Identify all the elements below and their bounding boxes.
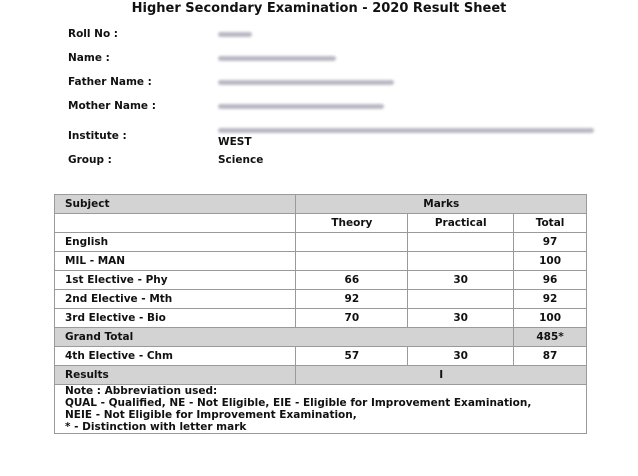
theory-cell [296,233,408,252]
institute-label: Institute : [68,130,127,142]
subject-cell: 4th Elective - Chm [55,347,296,366]
name-value-redacted [218,52,618,64]
results-label: Results [55,366,296,385]
grand-total-row [55,328,587,347]
practical-header: Practical [408,214,514,233]
roll-value-redacted [218,28,618,40]
total-cell: 87 [514,347,587,366]
practical-cell [408,252,514,271]
theory-header: Theory [296,214,408,233]
theory-cell: 70 [296,309,408,328]
note-line: QUAL - Qualified, NE - Not Eligible, EIE - Eligible for Improvement Examination, [65,397,532,409]
institute-value [218,124,618,148]
group-label: Group : [68,154,112,166]
grand-total-value: 485* [514,328,587,347]
total-cell: 100 [514,309,587,328]
marks-table [54,194,587,434]
father-label: Father Name : [68,76,152,88]
theory-cell [296,252,408,271]
group-value: Science [218,154,264,166]
table-row [55,233,587,252]
practical-cell: 30 [408,309,514,328]
theory-cell: 57 [296,347,408,366]
total-cell: 100 [514,252,587,271]
total-cell: 96 [514,271,587,290]
table-row [55,290,587,309]
marks-header: Marks [296,195,587,214]
practical-cell [408,233,514,252]
note-line: NEIE - Not Eligible for Improvement Examination, [65,409,357,421]
note-row [55,385,587,434]
institute-suffix: WEST [218,136,252,148]
note-line: Note : Abbreviation used: [65,385,218,397]
results-value: I [296,366,587,385]
subject-cell: 2nd Elective - Mth [55,290,296,309]
subject-header: Subject [55,195,296,214]
table-row [55,252,587,271]
abbreviation-note [55,385,587,434]
table-header-row [55,195,587,214]
theory-cell: 92 [296,290,408,309]
note-line: * - Distinction with letter mark [65,421,247,433]
father-value-redacted [218,76,618,88]
subject-cell: 3rd Elective - Bio [55,309,296,328]
subject-cell: English [55,233,296,252]
results-row [55,366,587,385]
empty-cell [55,214,296,233]
practical-cell: 30 [408,271,514,290]
name-label: Name : [68,52,110,64]
practical-cell: 30 [408,347,514,366]
page-title: Higher Secondary Examination - 2020 Result Sheet [131,1,507,16]
sub-header-row [55,214,587,233]
total-cell: 92 [514,290,587,309]
roll-label: Roll No : [68,28,119,40]
mother-label: Mother Name : [68,100,156,112]
subject-cell: 1st Elective - Phy [55,271,296,290]
grand-total-label: Grand Total [55,328,514,347]
total-cell: 97 [514,233,587,252]
theory-cell: 66 [296,271,408,290]
table-row [55,271,587,290]
table-row [55,347,587,366]
table-row [55,309,587,328]
subject-cell: MIL - MAN [55,252,296,271]
practical-cell [408,290,514,309]
mother-value-redacted [218,100,618,112]
total-header: Total [514,214,587,233]
